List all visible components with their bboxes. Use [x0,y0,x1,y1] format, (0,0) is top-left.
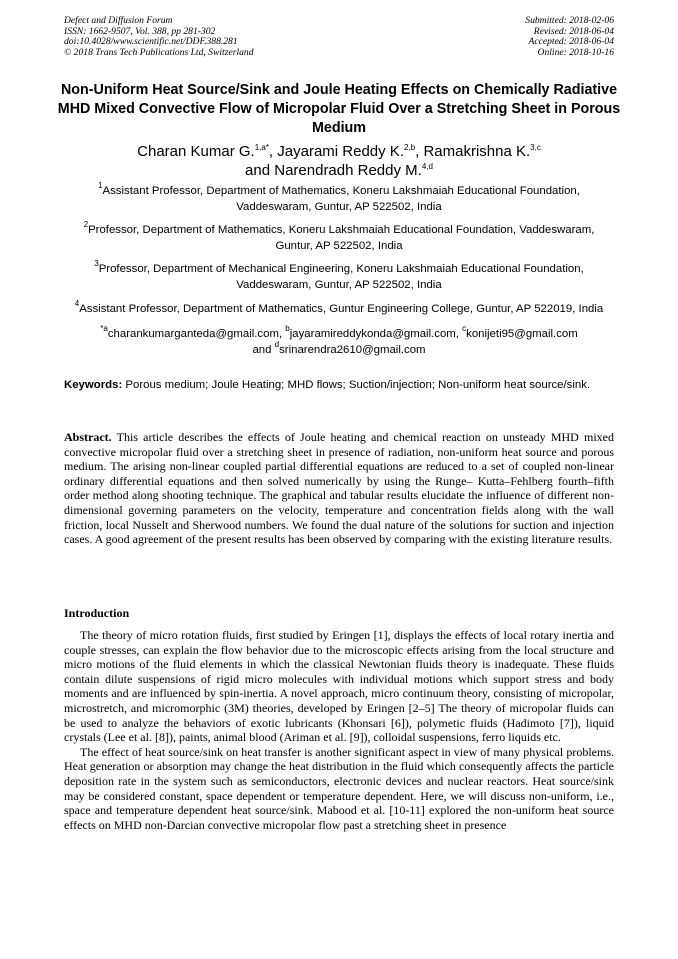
email-link[interactable]: charankumarganteda@gmail.com [107,328,279,340]
affiliation-text: Assistant Professor, Department of Mathematics, Guntur Engineering College, Guntur, AP 522019, India [79,302,604,315]
author-sup: 2,b [403,143,416,152]
author-sup: 3,c [530,143,541,152]
revised-date: Revised: 2018-06-04 [533,25,614,37]
email-sup: d [274,339,280,349]
author-sup: 1,a* [254,143,269,152]
introduction-body [64,628,614,832]
author-name: Jayarami Reddy K. [277,143,404,160]
affiliations [64,181,614,325]
affiliation-number: 1 [98,181,103,190]
dates-header [525,16,614,58]
email-sup: b [285,324,290,333]
affiliation-number: 4 [74,298,80,308]
affiliation [64,181,614,215]
submitted-date: Submitted: 2018-02-06 [525,15,614,26]
issn: ISSN: 1662-9507, Vol. 388, pp 281-302 [64,25,216,37]
email-list: $^{*a}$charankumarganteda@gmail.com, $^b$jayaramireddykonda@gmail.com, $^c$konijeti95@gmail.com and $^d$srinarendra2610@gmail.com [100,324,578,356]
email-sup: c [462,324,467,333]
keywords-text: Porous medium; Joule Heating; MHD flows; Suction/injection; Non-uniform heat source/sink. [125,379,591,391]
affiliation-number: 3 [94,259,99,269]
affiliation [64,220,614,254]
journal-header [64,16,254,58]
author-name: and Narendradh Reddy M. [245,162,422,179]
journal-name: Defect and Diffusion Forum [64,15,173,26]
email-sup: *a [100,324,108,333]
author-sup: 4,d [421,162,433,171]
copyright: © 2018 Trans Tech Publications Ltd, Switzerland [64,46,254,58]
keywords-section [64,378,614,394]
accepted-date: Accepted: 2018-06-04 [528,36,614,48]
online-date: Online: 2018-10-16 [537,46,614,58]
email-and: and [252,343,272,356]
affiliation [64,298,614,318]
author-sep: , [268,143,278,160]
email-link[interactable]: konijeti95@gmail.com [466,328,578,340]
email-link[interactable]: jayaramireddykonda@gmail.com [289,328,456,340]
paragraph: The effect of heat source/sink on heat transfer is another significant aspect in view of many physical problems. Heat generation or absorption may change the heat distribution in the fluid which consequently affects the particle deposition rate in the system such as semiconductors, electronic devices and nuclear reactors. Heat source/sink may be considered constant, space dependent or temperature dependent. Here, we will discuss non-uniform, i.e., space and temperature dependent heat source/sink. Mabood et al. [10-11] explored the non-uniform heat source effects on MHD non-Darcian convective micropolar flow past a stretching sheet in presence [64,744,614,832]
abstract-section [64,430,614,547]
affiliation-text: Assistant Professor, Department of Mathematics, Koneru Lakshmaiah Educational Foundation, Vaddeswaram, Guntur, AP 522502, India [102,185,580,213]
affiliation [64,259,614,293]
paper-title: Non-Uniform Heat Source/Sink and Joule Heating Effects on Chemically Radiative MHD Mixed Convective Flow of Micropolar Fluid Over a Stretching Sheet in Porous Medium [57,82,621,136]
affiliation-number: 2 [83,220,89,230]
affiliation-text: Professor, Department of Mathematics, Koneru Lakshmaiah Educational Foundation, Vaddeswaram, Guntur, AP 522502, India [88,224,595,252]
doi: doi:10.4028/www.scientific.net/DDF.388.281 [64,36,238,48]
abstract-label: Abstract. [64,430,112,444]
author-list [40,142,638,180]
paragraph: The theory of micro rotation fluids, first studied by Eringen [1], displays the effects of local rotary inertia and couple stresses, can explain the flow behavior due to the microscopic effects arising from the local structure and micro motions of the fluid elements in which the classical Newtonian fluids theory is inadequate. These fluids contain dilute suspensions of rigid micro molecules with individual motions which support stress and body moments and are influenced by spin-inertia. A novel approach, micro continuum theory, consisting of micropolar, microstretch, and micromorphic (3M) theories, developed by Eringen [2–5] The theory of micropolar fluids can be used to analyze the behaviors of exotic lubricants (Khonsari [6]), polymetic fluids (Hadimoto [7]), liquid crystals (Lee et al. [8]), paints, animal blood (Ariman et al. [9]), colloidal suspensions, ferro liquids etc. [64,628,614,745]
author-sep: , [415,143,424,160]
author-name: Ramakrishna K. [423,143,531,160]
introduction-heading: Introduction [64,606,130,620]
keywords-label: Keywords: [64,379,123,391]
email-link[interactable]: srinarendra2610@gmail.com [279,343,426,356]
abstract-text: This article describes the effects of Joule heating and chemical reaction on unsteady MHD mixed convective micropolar fluid over a stretching sheet in presence of radiation, non-uniform heat source and porous medium. The arising non-linear coupled partial differential equations are reduced to a set of coupled non-linear ordinary differential equations and then solved numerically by using the Runge– Kutta–Fehlberg fourth–fifth order method along shooting technique. The graphical and tabular results elucidate the influence of different non-dimensional governing parameters on the velocity, temperature and concentration fields along with the wall friction, local Nusselt and Sherwood numbers. We found the dual nature of the solutions for suction and injection cases. A good agreement of the present results has been observed by comparing with the existing literature results. [64,430,614,547]
author-name: Charan Kumar G. [137,143,255,160]
affiliation-text: Professor, Department of Mechanical Engineering, Koneru Lakshmaiah Educational Foundation, Vaddeswaram, Guntur, AP 522502, India [98,263,584,291]
